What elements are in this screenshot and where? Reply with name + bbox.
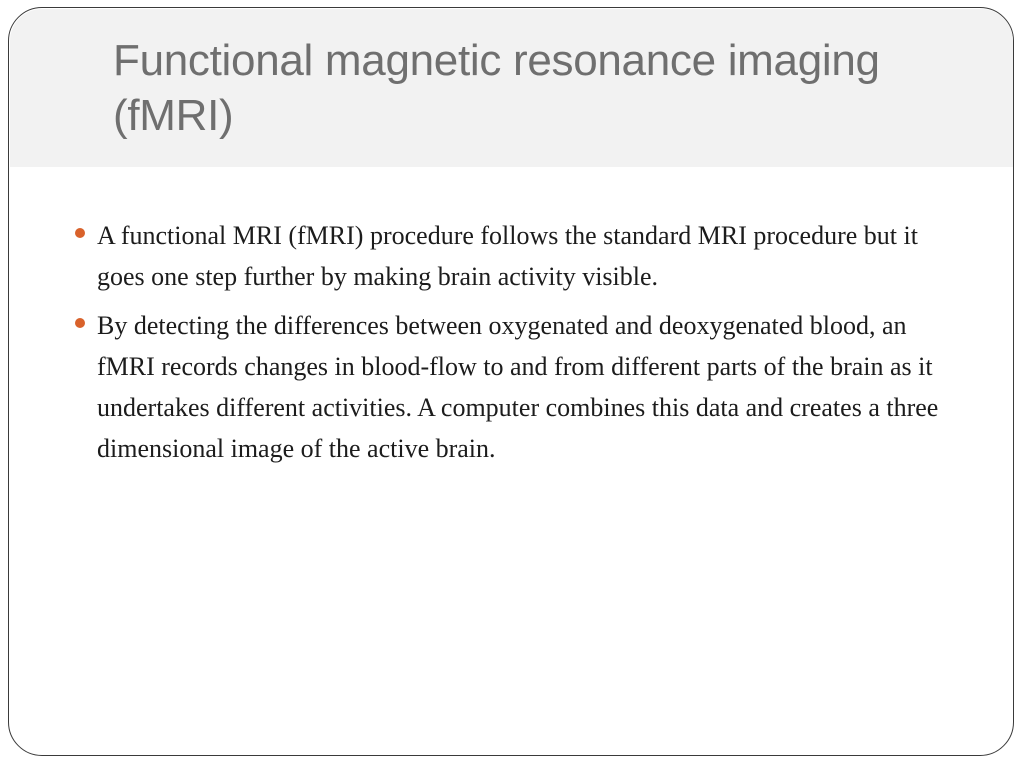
bullet-dot-icon <box>75 318 85 328</box>
slide-title: Functional magnetic resonance imaging (fMRI) <box>113 36 880 140</box>
bullet-item <box>75 305 970 469</box>
bullet-item <box>75 215 970 297</box>
bullet-text: A functional MRI (fMRI) procedure follows the standard MRI procedure but it goes one step further by making brain activity visible. <box>97 221 918 291</box>
bullet-text: By detecting the differences between oxygenated and deoxygenated blood, an fMRI records changes in blood-flow to and from different parts of the brain as it undertakes different activities. A computer combines this data and creates a three dimensional image of the active brain. <box>97 311 939 463</box>
bullet-list <box>75 215 970 477</box>
bullet-dot-icon <box>75 228 85 238</box>
